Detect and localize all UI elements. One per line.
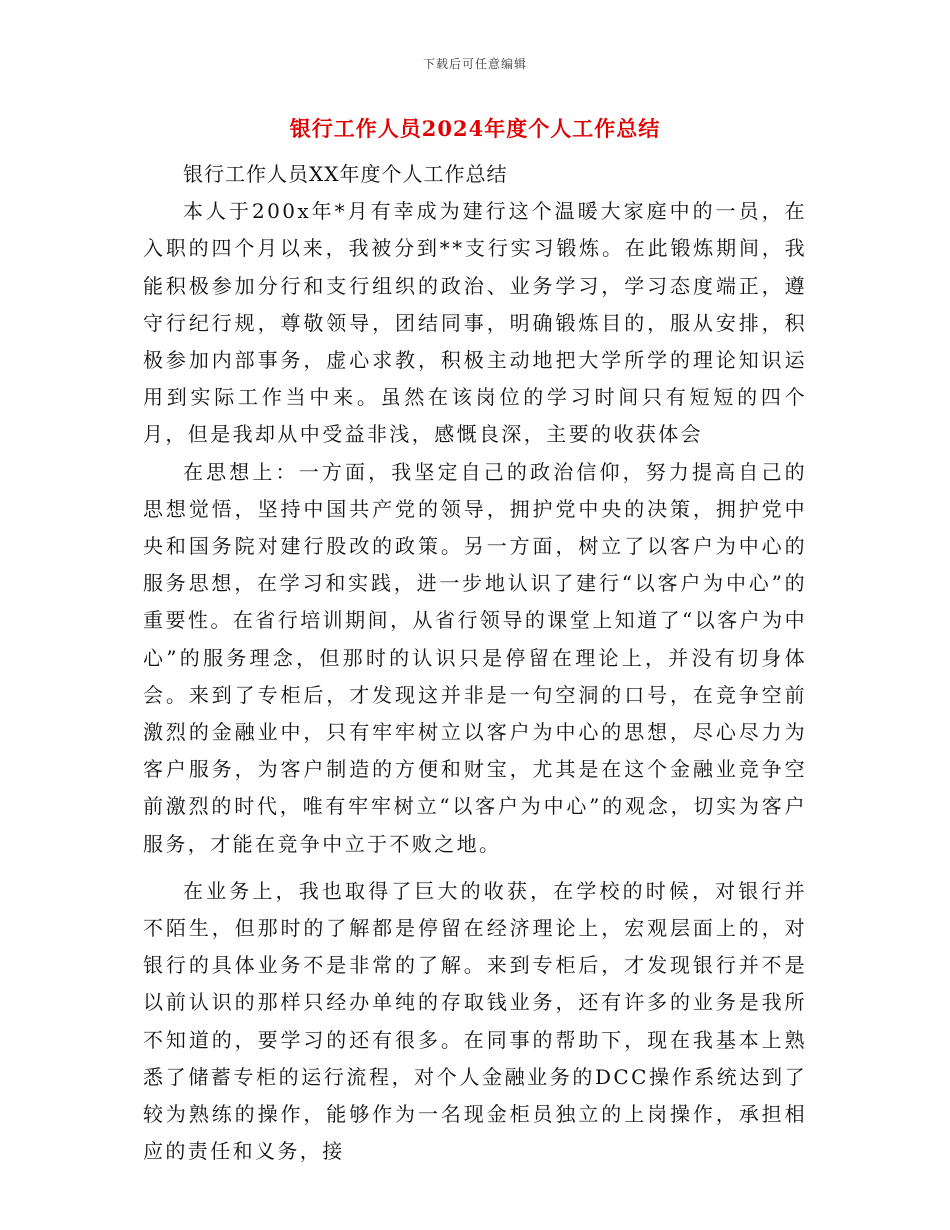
document-title: 银行工作人员2024年度个人工作总结 (289, 116, 661, 141)
paragraph-subtitle: 银行工作人员XX年度个人工作总结 (183, 162, 508, 186)
header-note: 下载后可任意编辑 (422, 57, 527, 71)
paragraph-thought: 在思想上：一方面，我坚定自己的政治信仰，努力提高自己的思想觉悟，坚持中国共产党的领导，拥护党中央的决策，拥护党中央和国务院对建行股改的政策。另一方面，树立了以客户为中心的服务思想，在学习和实践，进一步地认识了建行“以客户为中心”的重要性。在省行培训期间，从省行领导的课堂上知道了“以客户为中心”的服务理念，但那时的认识只是停留在理论上，并没有切身体会。来到了专柜后，才发现这并非是一句空洞的口号，在竞争空前激烈的金融业中，只有牢牢树立以客户为中心的思想，尽心尽力为客户服务，为客户制造的方便和财宝，尤其是在这个金融业竞争空前激烈的时代，唯有牢牢树立“以客户为中心”的观念，切实为客户服务，才能在竞争中立于不败之地。 (143, 459, 807, 856)
paragraph-business: 在业务上，我也取得了巨大的收获，在学校的时候，对银行并不陌生，但那时的了解都是停留在经济理论上，宏观层面上的，对银行的具体业务不是非常的了解。来到专柜后，才发现银行并不是以前认识的那样只经办单纯的存取钱业务，还有许多的业务是我所不知道的，要学习的还有很多。在同事的帮助下，现在我基本上熟悉了储蓄专柜的运行流程，对个人金融业务的DCC操作系统达到了较为熟练的操作，能够作为一名现金柜员独立的上岗操作，承担相应的责任和义务，接 (143, 878, 807, 1164)
document-body (143, 156, 807, 1170)
paragraph-intro: 本人于200x年*月有幸成为建行这个温暖大家庭中的一员，在入职的四个月以来，我被分到**支行实习锻炼。在此锻炼期间，我能积极参加分行和支行组织的政治、业务学习，学习态度端正，遵守行纪行规，尊敬领导，团结同事，明确锻炼目的，服从安排，积极参加内部事务，虚心求教，积极主动地把大学所学的理论知识运用到实际工作当中来。虽然在该岗位的学习时间只有短短的四个月，但是我却从中受益非浅，感慨良深，主要的收获体会 (143, 199, 807, 447)
